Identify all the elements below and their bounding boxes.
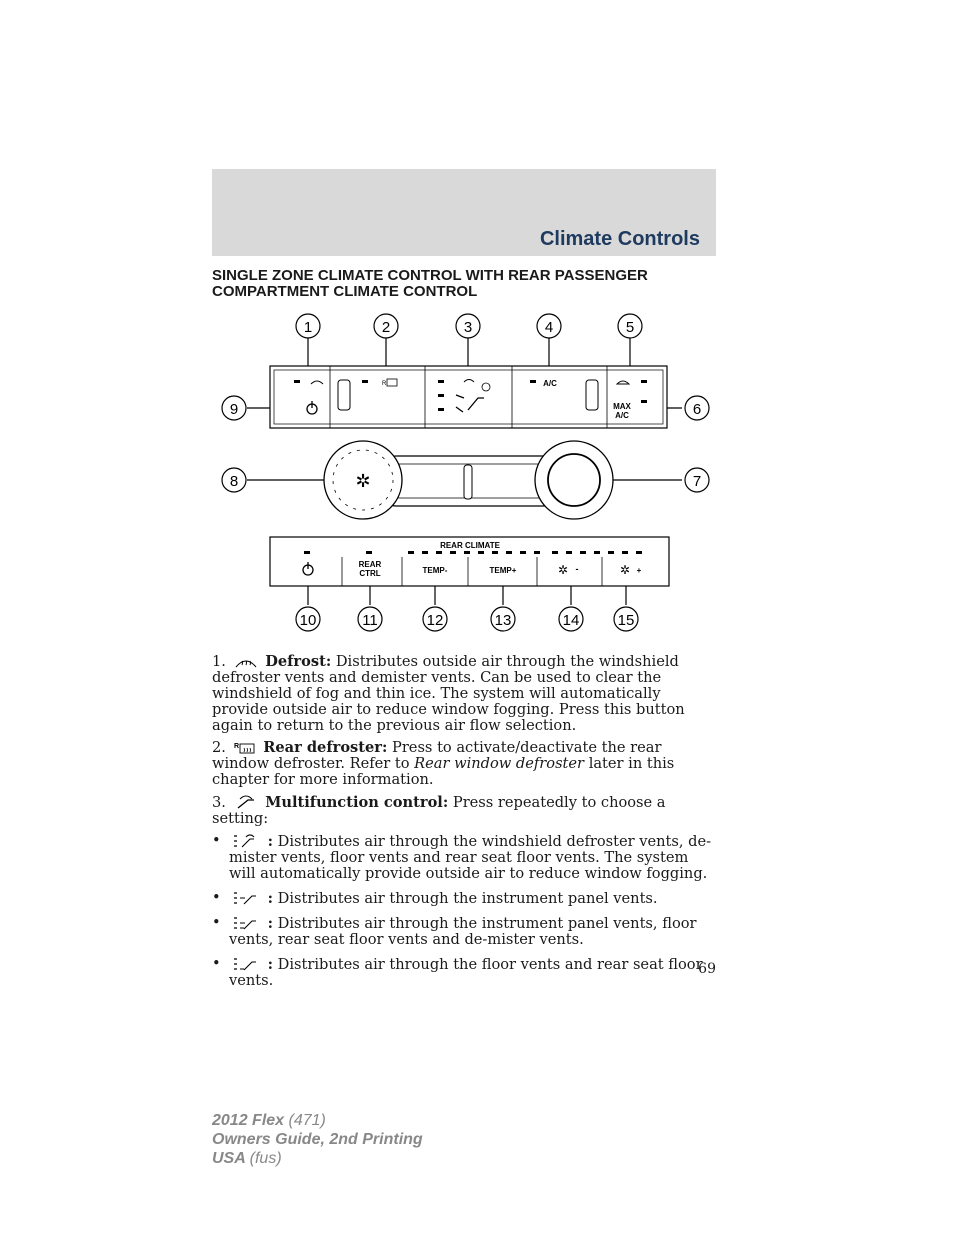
item-text: later in this chapter for more information. [212, 755, 675, 788]
callout-2 [374, 314, 398, 338]
footer-market-code: (fus) [249, 1150, 282, 1167]
svg-text:4: 4 [544, 319, 554, 336]
item-number: 1. [212, 653, 226, 670]
footer-market: USA [212, 1150, 246, 1167]
panel-floor-mode-icon [232, 915, 260, 931]
footer-line-3 [212, 1149, 423, 1168]
ac-label: A/C [543, 379, 557, 388]
item-text: Press repeatedly to choose a setting: [212, 794, 666, 827]
item-text: Distributes outside air through the windshield defroster vents and demister vents. Can be used to clear the windshield of fog and thin ice. The system will automatically provide outside air to reduce window fogging. Press this button again to return to the previous air flow selection. [212, 653, 685, 734]
callout-1 [296, 314, 320, 338]
temp-minus-label: TEMP- [422, 566, 448, 575]
max-ac-label: A/C [615, 411, 629, 420]
item-title: Defrost: [265, 653, 332, 670]
svg-text:11: 11 [362, 612, 378, 629]
callout-10 [296, 607, 320, 631]
callout-15 [614, 607, 638, 631]
svg-text:15: 15 [617, 612, 635, 629]
panel-mode-icon [232, 890, 260, 906]
rear-ctrl-label-1: REAR [358, 560, 382, 569]
bullet-dot: • [212, 889, 221, 906]
bullet-item [212, 956, 717, 989]
rear-climate-label: REAR CLIMATE [440, 541, 500, 550]
item-title: Rear defroster: [263, 739, 388, 756]
section-title: SINGLE ZONE CLIMATE CONTROL WITH REAR PASSENGER COMPARTMENT CLIMATE CONTROL [212, 267, 648, 300]
footer [212, 1111, 423, 1168]
bullet-text: Distributes air through the instrument panel vents, floor vents, rear seat floor vents and de-mister vents. [229, 915, 697, 948]
svg-text:R: R [233, 743, 239, 750]
callout-12 [423, 607, 447, 631]
temp-plus-label: TEMP+ [489, 566, 517, 575]
bullet-text: Distributes air through the instrument panel vents. [277, 890, 658, 907]
callout-9 [222, 396, 246, 420]
svg-text:13: 13 [494, 612, 512, 629]
svg-text:14: 14 [562, 612, 580, 629]
rear-defrost-icon [234, 741, 256, 755]
item-text: Press to activate/deactivate the rear window defroster. Refer to [212, 739, 662, 772]
callout-5 [618, 314, 642, 338]
bullet-dot: • [212, 955, 221, 972]
multifunction-icon [234, 794, 258, 810]
cross-reference: Rear window defroster [414, 755, 585, 772]
svg-text:8: 8 [229, 473, 239, 490]
footer-model: 2012 Flex [212, 1112, 285, 1129]
footer-line-2: Owners Guide, 2nd Printing [212, 1131, 423, 1148]
svg-text:10: 10 [299, 612, 317, 629]
callout-11 [358, 607, 382, 631]
colon: : [267, 915, 274, 932]
fan-plus-label: + [636, 566, 642, 575]
page-title: Climate Controls [539, 228, 700, 250]
callout-3 [456, 314, 480, 338]
colon: : [267, 956, 274, 973]
footer-code: (471) [288, 1112, 326, 1129]
callout-6 [685, 396, 709, 420]
rear-defrost-r-label: R [382, 381, 387, 387]
colon: : [267, 890, 274, 907]
item-2 [212, 740, 717, 788]
page-number: 69 [698, 961, 716, 977]
rear-panel [270, 537, 669, 586]
front-panel [270, 366, 667, 428]
svg-text:2: 2 [381, 319, 391, 336]
defrost-floor-mode-icon [232, 833, 260, 849]
callout-7 [685, 468, 709, 492]
callout-14 [559, 607, 583, 631]
item-3 [212, 794, 717, 827]
climate-control-diagram [212, 308, 716, 638]
floor-mode-icon [232, 956, 260, 972]
item-1 [212, 654, 717, 734]
callout-8 [222, 468, 246, 492]
fan-icon: ✲ [355, 471, 371, 491]
max-label: MAX [613, 402, 631, 411]
callout-13 [491, 607, 515, 631]
svg-text:5: 5 [625, 319, 635, 336]
footer-line-1 [212, 1111, 423, 1130]
colon: : [267, 833, 274, 850]
bullet-dot: • [212, 914, 221, 931]
item-number: 3. [212, 794, 226, 811]
fan-minus-label: - [575, 564, 579, 574]
bullet-text: Distributes air through the windshield defroster vents, de-mister vents, floor vents and rear seat floor vents. The system will automatically provide outside air to reduce window fogging. [229, 833, 712, 882]
svg-text:9: 9 [229, 401, 239, 418]
bullet-dot: • [212, 832, 221, 849]
item-title: Multifunction control: [265, 794, 449, 811]
temperature-knob [535, 441, 613, 519]
defrost-icon [234, 655, 258, 669]
body-text [212, 654, 717, 997]
svg-text:1: 1 [303, 319, 313, 336]
bullet-item [212, 890, 717, 907]
bullet-item [212, 833, 717, 882]
item-number: 2. [212, 739, 226, 756]
bullet-item [212, 915, 717, 948]
rear-fan-minus-icon: ✲ [557, 563, 569, 577]
svg-text:12: 12 [426, 612, 444, 629]
svg-text:6: 6 [692, 401, 702, 418]
svg-text:3: 3 [463, 319, 473, 336]
svg-text:7: 7 [692, 473, 702, 490]
knob-panel [324, 441, 613, 519]
callout-4 [537, 314, 561, 338]
rear-ctrl-label-2: CTRL [359, 569, 381, 578]
header-band [212, 169, 716, 256]
rear-fan-plus-icon: ✲ [619, 563, 631, 577]
bullet-text: Distributes air through the floor vents and rear seat floor vents. [229, 956, 703, 989]
diagram-svg [212, 308, 716, 638]
